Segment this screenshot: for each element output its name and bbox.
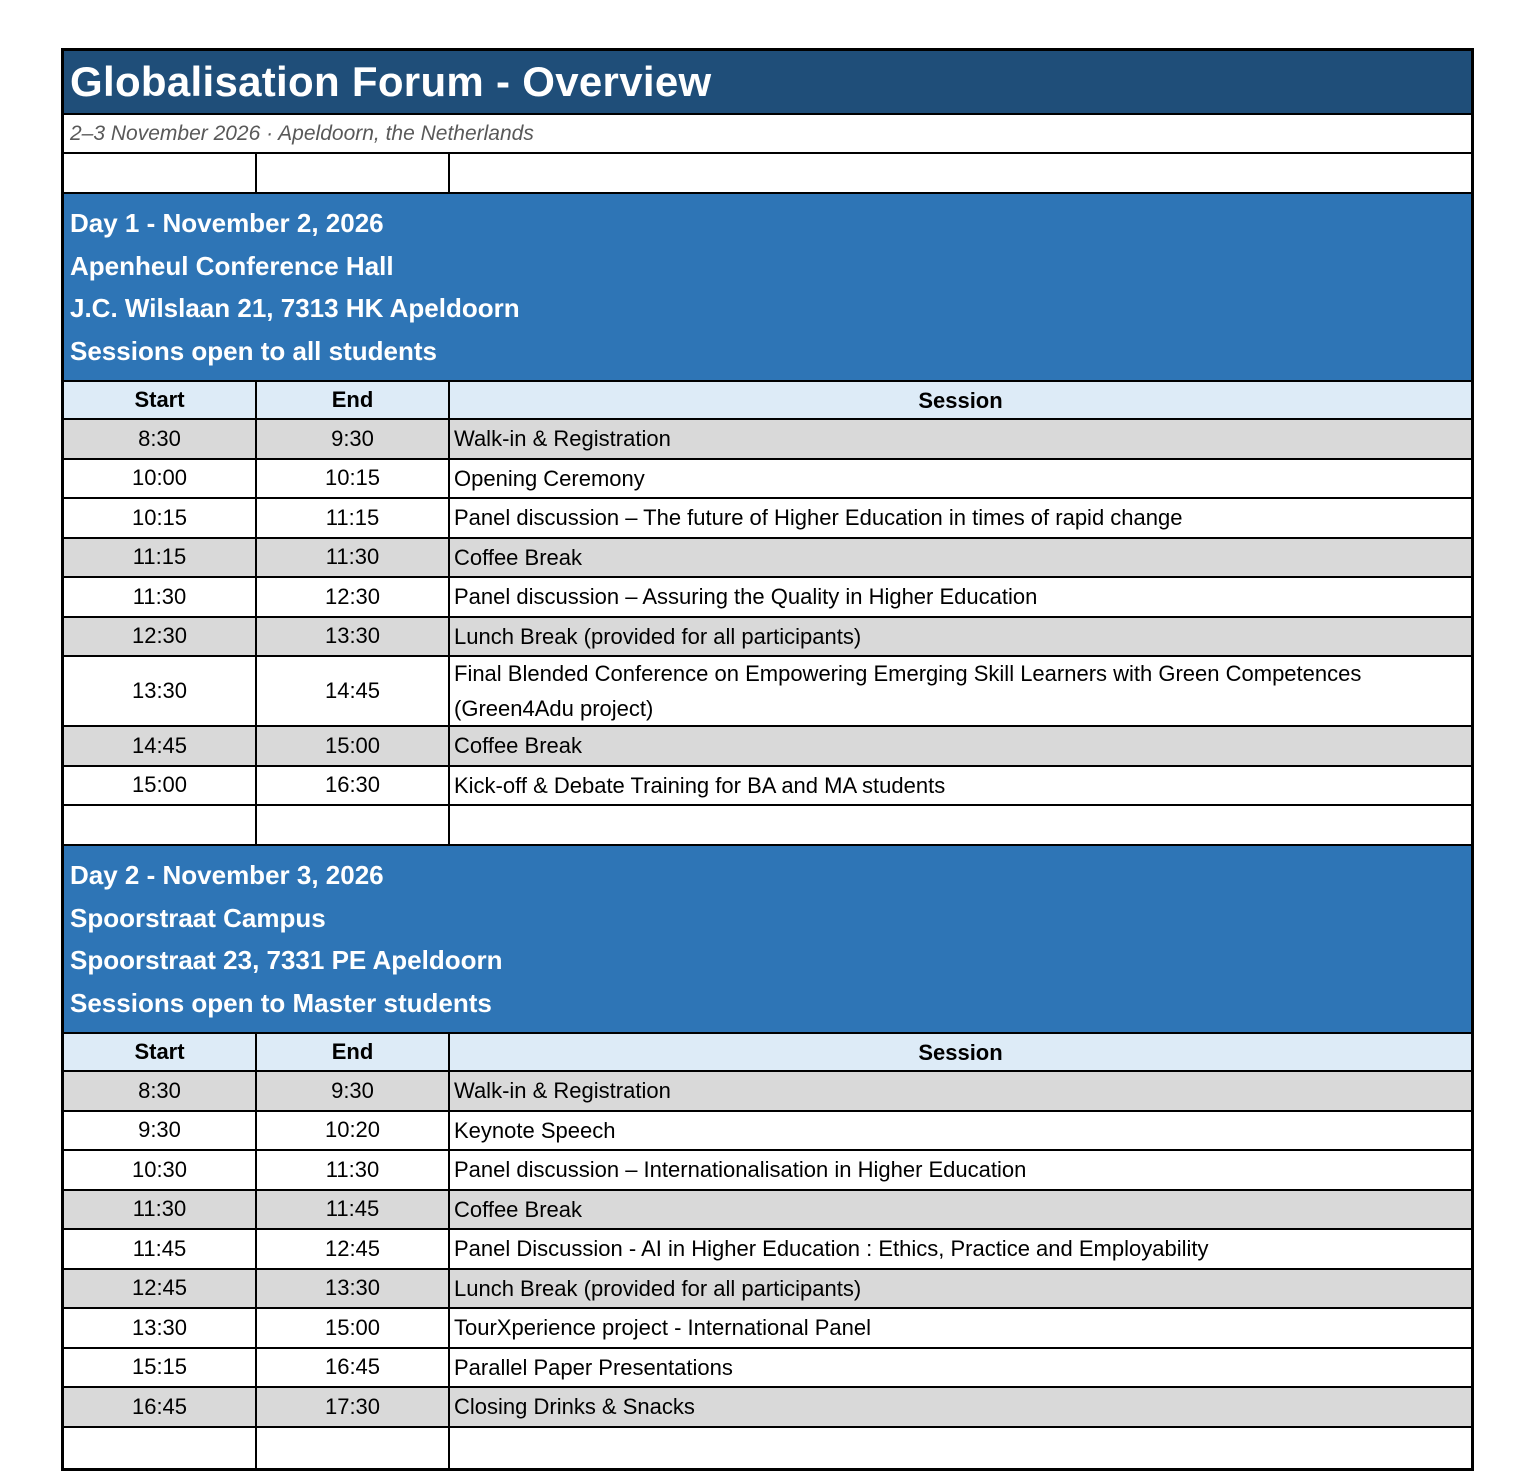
session-title: Final Blended Conference on Empowering Emerging Skill Learners with Green Competences (Green4Adu project) [454,661,1362,721]
session-start: 10:15 [64,499,257,537]
session-end: 10:20 [257,1112,450,1150]
session-end: 12:45 [257,1230,450,1268]
session-title: Closing Drinks & Snacks [454,1394,695,1420]
session-title: Panel discussion – Internationalisation in Higher Education [454,1157,1027,1183]
schedule-sheet [61,48,1474,1471]
session-title: Kick-off & Debate Training for BA and MA students [454,772,946,798]
session-start: 9:30 [64,1112,257,1150]
session-title: Panel Discussion - AI in Higher Education : Ethics, Practice and Employability [454,1236,1209,1262]
session-start: 10:30 [64,1151,257,1189]
session-row [64,539,1471,579]
day-header-line: Apenheul Conference Hall [70,250,394,281]
session-start: 11:45 [64,1230,257,1268]
session-title: Lunch Break (provided for all participants) [454,623,862,649]
session-title: Opening Ceremony [454,465,645,491]
session-start: 15:15 [64,1349,257,1387]
session-row [64,499,1471,539]
blank-row [64,154,1471,194]
session-row [64,1388,1471,1428]
session-start: 11:15 [64,539,257,577]
session-title: Coffee Break [454,733,583,759]
day-header-line: Sessions open to Master students [70,987,492,1018]
blank-row [64,1428,1471,1468]
session-row [64,1309,1471,1349]
session-end: 10:15 [257,460,450,498]
column-header-end: End [257,382,450,418]
day-header-line: Spoorstraat Campus [70,902,326,933]
session-start: 14:45 [64,727,257,765]
session-end: 17:30 [257,1388,450,1426]
day-header-line: Sessions open to all students [70,335,437,366]
session-row [64,1072,1471,1112]
column-header-row [64,1034,1471,1072]
session-row [64,420,1471,460]
session-row [64,1230,1471,1270]
session-start: 13:30 [64,657,257,725]
session-title: Parallel Paper Presentations [454,1354,733,1380]
session-end: 16:30 [257,767,450,805]
day-header [64,846,1471,1034]
blank-row [64,806,1471,846]
session-row [64,1191,1471,1231]
column-header-row [64,382,1471,420]
session-start: 15:00 [64,767,257,805]
session-start: 10:00 [64,460,257,498]
session-start: 11:30 [64,1191,257,1229]
page-title: Globalisation Forum - Overview [70,58,712,105]
session-end: 9:30 [257,1072,450,1110]
session-end: 11:30 [257,1151,450,1189]
session-end: 13:30 [257,618,450,656]
session-end: 11:15 [257,499,450,537]
session-title: Keynote Speech [454,1117,616,1143]
session-end: 16:45 [257,1349,450,1387]
page-subtitle: 2–3 November 2026 · Apeldoorn, the Netherlands [70,121,534,145]
column-header-start: Start [64,382,257,418]
session-title: Coffee Break [454,1196,583,1222]
day-header-line: Day 1 - November 2, 2026 [70,208,384,238]
day-header-line: J.C. Wilslaan 21, 7313 HK Apeldoorn [70,293,520,323]
day-header-line: Spoorstraat 23, 7331 PE Apeldoorn [70,945,503,975]
session-start: 12:30 [64,618,257,656]
session-row [64,727,1471,767]
session-title: Walk-in & Registration [454,1078,671,1104]
column-header-start: Start [64,1034,257,1070]
session-row [64,1151,1471,1191]
column-header-end: End [257,1034,450,1070]
day-header-line: Day 2 - November 3, 2026 [70,860,384,890]
session-start: 11:30 [64,578,257,616]
session-row [64,1349,1471,1389]
subtitle-row [64,115,1471,154]
session-row [64,1270,1471,1310]
session-end: 9:30 [257,420,450,458]
session-end: 15:00 [257,727,450,765]
session-start: 13:30 [64,1309,257,1347]
session-row [64,767,1471,807]
session-end: 15:00 [257,1309,450,1347]
session-start: 8:30 [64,1072,257,1110]
session-start: 8:30 [64,420,257,458]
session-title: TourXperience project - International Panel [454,1315,872,1341]
session-start: 16:45 [64,1388,257,1426]
session-title: Panel discussion – The future of Higher Education in times of rapid change [454,505,1183,531]
session-title: Panel discussion – Assuring the Quality in Higher Education [454,584,1038,610]
column-header-session: Session [918,387,1003,413]
session-start: 12:45 [64,1270,257,1308]
session-end: 13:30 [257,1270,450,1308]
session-row [64,657,1471,727]
session-row [64,1112,1471,1152]
session-title: Lunch Break (provided for all participants) [454,1275,862,1301]
session-end: 14:45 [257,657,450,725]
day-header [64,194,1471,382]
title-row [64,51,1471,115]
session-row [64,460,1471,500]
session-end: 12:30 [257,578,450,616]
column-header-session: Session [918,1039,1003,1065]
session-title: Walk-in & Registration [454,426,671,452]
session-row [64,578,1471,618]
session-row [64,618,1471,658]
session-end: 11:30 [257,539,450,577]
session-end: 11:45 [257,1191,450,1229]
session-title: Coffee Break [454,544,583,570]
